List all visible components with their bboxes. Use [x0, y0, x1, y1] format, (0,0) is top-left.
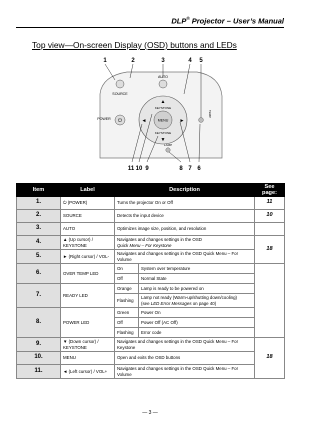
row-label: OVER TEMP LED: [61, 264, 115, 284]
row-item: 1.: [17, 197, 61, 210]
row-status: Off: [115, 318, 139, 328]
row-description: [115, 236, 255, 250]
header-label: Label: [61, 184, 115, 197]
row-item: 11.: [17, 365, 61, 379]
row-item: 5.: [17, 250, 61, 264]
row-description: Power On: [139, 308, 255, 318]
table-row: [17, 250, 285, 264]
table-row: [17, 308, 285, 318]
row-item: 7.: [17, 284, 61, 308]
temp-label: TEMP: [208, 109, 212, 119]
header-brand: DLP: [171, 16, 187, 26]
power-icon: ⏻: [118, 118, 122, 124]
page-number: — 3 —: [142, 410, 158, 416]
row-description: Turns the projector On or Off: [115, 197, 255, 210]
table-row: [17, 197, 285, 210]
row-description-pre: (see: [141, 300, 151, 306]
row-label: ◄ (Left cursor) / VOL+: [61, 365, 115, 379]
table-row: [17, 338, 285, 352]
callout-3: 3: [161, 58, 165, 64]
row-description: System over temperature: [139, 264, 255, 274]
row-status: Flashing: [115, 294, 139, 308]
callout-2: 2: [131, 58, 135, 64]
row-item: 2.: [17, 210, 61, 223]
left-arrow-icon: ◄: [141, 118, 147, 124]
row-description-extra: Quick Menu – For Keystone: [117, 242, 172, 248]
header-description: Description: [115, 184, 255, 197]
lamp-label: LAMP: [163, 143, 173, 147]
page-header: [171, 16, 284, 26]
osd-panel-diagram: [72, 54, 242, 172]
row-label-text: (POWER): [67, 200, 88, 206]
row-page: 11: [255, 197, 285, 210]
row-description-italic: LED Error Messages: [150, 300, 192, 306]
row-label: POWER LED: [61, 308, 115, 338]
row-description: Lamp is ready to be powered on: [139, 284, 255, 294]
header-reg: ®: [186, 16, 190, 21]
row-item: 9.: [17, 338, 61, 352]
table-row: [17, 236, 285, 250]
row-page: 10: [255, 210, 285, 223]
right-arrow-icon: ►: [179, 118, 185, 124]
table-row: [17, 365, 285, 379]
row-label: ▲ (Up cursor) / KEYSTONE: [61, 236, 115, 250]
keystone-down-label: KEYSTONE: [154, 131, 172, 135]
row-status: Off: [115, 274, 139, 284]
row-description: Detects the input device: [115, 210, 255, 223]
auto-label: AUTO: [158, 75, 168, 79]
callout-8: 8: [179, 166, 183, 172]
callout-11: 11: [127, 166, 135, 172]
callout-10: 10: [135, 166, 143, 172]
header-item: Item: [17, 184, 61, 197]
row-item: 10.: [17, 352, 61, 365]
row-page: 18: [255, 236, 285, 264]
table-row: [17, 284, 285, 294]
section-title: Top view—On-screen Display (OSD) buttons and LEDs: [32, 40, 237, 50]
row-status: Orange: [115, 284, 139, 294]
row-status: On: [115, 264, 139, 274]
row-description: Error code: [139, 328, 255, 338]
callout-7: 7: [188, 166, 192, 172]
table-header-row: [17, 184, 285, 197]
keystone-up-label: KEYSTONE: [154, 106, 172, 110]
header-title: Projector – User’s Manual: [189, 16, 284, 26]
row-description: Power Off (AC Off): [139, 318, 255, 328]
up-arrow-icon: ▲: [160, 99, 166, 105]
row-label: AUTO: [61, 223, 115, 236]
row-label: [61, 197, 115, 210]
header-see-page: See page:: [255, 184, 285, 197]
row-description-main: Lamp not ready (Warm-up/shutting down/cooling): [141, 295, 237, 301]
row-item: 3.: [17, 223, 61, 236]
osd-buttons-table: [16, 183, 285, 379]
row-description: Optimizes image size, position, and resolution: [115, 223, 255, 236]
row-page-empty: [255, 264, 285, 338]
power-icon: ⏻: [63, 200, 67, 206]
row-label: MENU: [61, 352, 115, 365]
row-description: Navigates and changes settings in the OSD Quick Menu – For Volume: [115, 250, 255, 264]
row-page: 18: [255, 338, 285, 379]
row-description: [139, 294, 255, 308]
source-label: SOURCE: [112, 92, 128, 96]
row-item: 6.: [17, 264, 61, 284]
callout-5: 5: [199, 58, 203, 64]
row-description-main: Navigates and changes settings in the OSD: [117, 237, 202, 243]
temp-led: [199, 118, 204, 123]
row-item: 8.: [17, 308, 61, 338]
row-description: Navigates and changes settings in the OSD Quick Menu – For Keystone: [115, 338, 255, 352]
lamp-led: [166, 148, 170, 152]
menu-label: MENU: [157, 118, 169, 123]
callout-9: 9: [145, 166, 149, 172]
callout-1: 1: [103, 58, 107, 64]
row-description: Open and exits the OSD buttons: [115, 352, 255, 365]
row-page: [255, 223, 285, 236]
row-label: READY LED: [61, 284, 115, 308]
row-label: ▼ (Down cursor) / KEYSTONE: [61, 338, 115, 352]
row-label: ► (Right cursor) / VOL-: [61, 250, 115, 264]
power-label: POWER: [97, 117, 111, 121]
auto-button: [159, 80, 167, 88]
callout-6: 6: [197, 166, 201, 172]
row-description-post: on page 40): [191, 300, 217, 306]
row-status: Green: [115, 308, 139, 318]
callout-4: 4: [188, 58, 192, 64]
row-item: 4.: [17, 236, 61, 250]
table-row: [17, 352, 285, 365]
row-label: SOURCE: [61, 210, 115, 223]
table-row: [17, 210, 285, 223]
table-row: [17, 223, 285, 236]
row-status: Flashing: [115, 328, 139, 338]
row-description: Normal State: [139, 274, 255, 284]
table-row: [17, 264, 285, 274]
source-button: [116, 80, 124, 88]
header-rule: [16, 27, 284, 28]
row-description: Navigates and changes settings in the OSD Quick Menu – For Volume: [115, 365, 255, 379]
down-arrow-icon: ▼: [160, 137, 166, 143]
